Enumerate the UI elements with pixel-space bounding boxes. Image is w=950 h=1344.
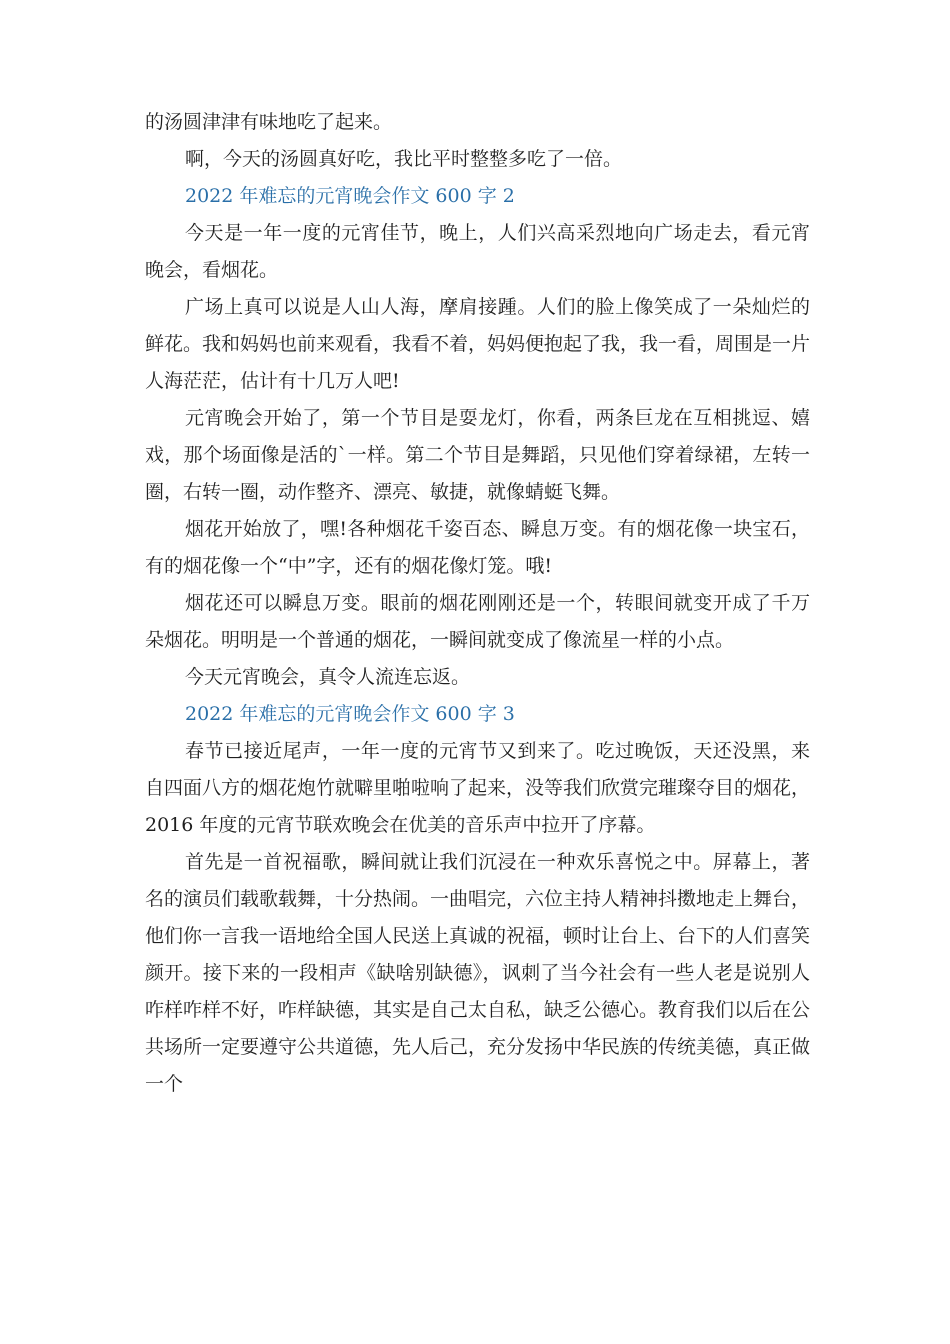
paragraph-10: 首先是一首祝福歌，瞬间就让我们沉浸在一种欢乐喜悦之中。屏幕上，著名的演员们载歌载舞，十分热闹。一曲唱完，六位主持人精神抖擞地走上舞台，他们你一言我一语地给全国人民送上真诚的祝福，顿时让台上、台下的人们喜笑颜开。接下来的一段相声《缺啥别缺德》，讽刺了当今社会有一些人老是说别人咋样咋样不好，咋样缺德，其实是自己太自私，缺乏公德心。教育我们以后在公共场所一定要遵守公共道德，先人后己，充分发扬中华民族的传统美德，真正做一个 <box>145 851 811 1095</box>
paragraph-6: 烟花开始放了，嘿!各种烟花千姿百态、瞬息万变。有的烟花像一块宝石，有的烟花像一个“中”字，还有的烟花像灯笼。哦! <box>145 518 810 577</box>
paragraph-5: 元宵晚会开始了，第一个节目是耍龙灯，你看，两条巨龙在互相挑逗、嬉戏，那个场面像是活的`一样。第二个节目是舞蹈，只见他们穿着绿裙，左转一圈，右转一圈，动作整齐、漂亮、敏捷，就像蜻蜓飞舞。 <box>145 407 810 503</box>
paragraph-4: 广场上真可以说是人山人海，摩肩接踵。人们的脸上像笑成了一朵灿烂的鲜花。我和妈妈也前来观看，我看不着，妈妈便抱起了我，我一看，周围是一片人海茫茫，估计有十几万人吧! <box>145 296 811 392</box>
paragraph-7: 烟花还可以瞬息万变。眼前的烟花刚刚还是一个，转眼间就变开成了千万朵烟花。明明是一个普通的烟花，一瞬间就变成了像流星一样的小点。 <box>145 592 810 651</box>
document-page <box>145 104 810 1103</box>
section-heading-2: 2022 年难忘的元宵晚会作文 600 字 2 <box>185 185 515 207</box>
paragraph-9: 春节已接近尾声，一年一度的元宵节又到来了。吃过晚饭，天还没黑，来自四面八方的烟花炮竹就噼里啪啦响了起来，没等我们欣赏完璀璨夺目的烟花，2016 年度的元宵节联欢晚会在优美的音乐声中拉开了序幕。 <box>145 740 811 836</box>
section-heading-3: 2022 年难忘的元宵晚会作文 600 字 3 <box>185 703 515 725</box>
paragraph-8: 今天元宵晚会，真令人流连忘返。 <box>185 666 471 688</box>
paragraph-2: 啊，今天的汤圆真好吃，我比平时整整多吃了一倍。 <box>185 148 623 170</box>
paragraph-3: 今天是一年一度的元宵佳节，晚上，人们兴高采烈地向广场走去，看元宵晚会，看烟花。 <box>145 222 810 281</box>
paragraph-1: 的汤圆津津有味地吃了起来。 <box>145 111 393 133</box>
